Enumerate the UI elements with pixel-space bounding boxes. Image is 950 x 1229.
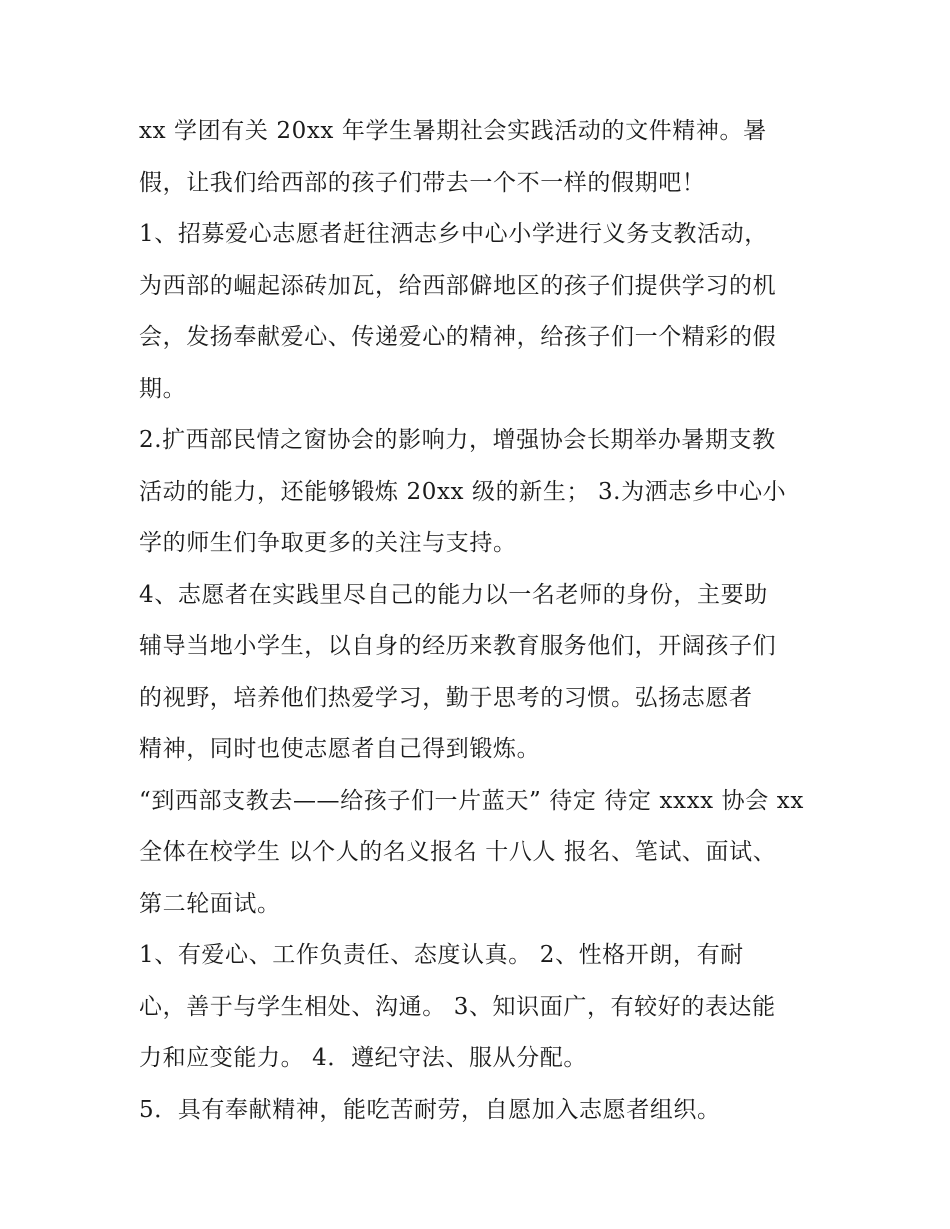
- text-line: 1、招募爱心志愿者赶往洒志乡中心小学进行义务支教活动，: [139, 221, 768, 247]
- text-line: xx 学团有关 20xx 年学生暑期社会实践活动的文件精神。暑: [139, 118, 767, 144]
- text-line: 会，发扬奉献爱心、传递爱心的精神，给孩子们一个精彩的假: [139, 324, 777, 350]
- text-line: 为西部的崛起添砖加瓦，给西部僻地区的孩子们提供学习的机: [139, 272, 777, 299]
- text-line: 学的师生们争取更多的关注与支持。: [139, 530, 517, 556]
- text-line: 4、志愿者在实践里尽自己的能力以一名老师的身份，主要助: [139, 581, 768, 608]
- text-line: 第二轮面试。: [139, 890, 281, 917]
- text-line: 全体在校学生 以个人的名义报名 十八人 报名、笔试、面试、: [139, 839, 777, 865]
- document-body: [139, 108, 829, 1138]
- text-line: 的视野，培养他们热爱学习，勤于思考的习惯。弘扬志愿者: [139, 684, 753, 711]
- text-line: 辅导当地小学生，以自身的经历来教育服务他们，开阔孩子们: [139, 633, 777, 659]
- text-line: 活动的能力，还能够锻炼 20xx 级的新生； 3.为洒志乡中心小: [139, 478, 787, 505]
- text-line: 5．具有奉献精神，能吃苦耐劳，自愿加入志愿者组织。: [139, 1096, 721, 1123]
- text-line: 力和应变能力。 4．遵纪守法、服从分配。: [139, 1045, 587, 1071]
- text-line: 1、有爱心、工作负责任、态度认真。 2、性格开朗，有耐: [139, 942, 744, 968]
- text-line: 假，让我们给西部的孩子们带去一个不一样的假期吧！: [139, 169, 706, 196]
- text-line: 2.扩西部民情之窗协会的影响力，增强协会长期举办暑期支教: [139, 427, 776, 453]
- text-line: 心，善于与学生相处、沟通。 3、知识面广，有较好的表达能: [139, 993, 776, 1020]
- text-line: 期。: [139, 375, 187, 402]
- text-line: “到西部支教去——给孩子们一片蓝天” 待定 待定 xxxx 协会 xx: [139, 787, 804, 814]
- text-line: 精神，同时也使志愿者自己得到锻炼。: [139, 736, 541, 762]
